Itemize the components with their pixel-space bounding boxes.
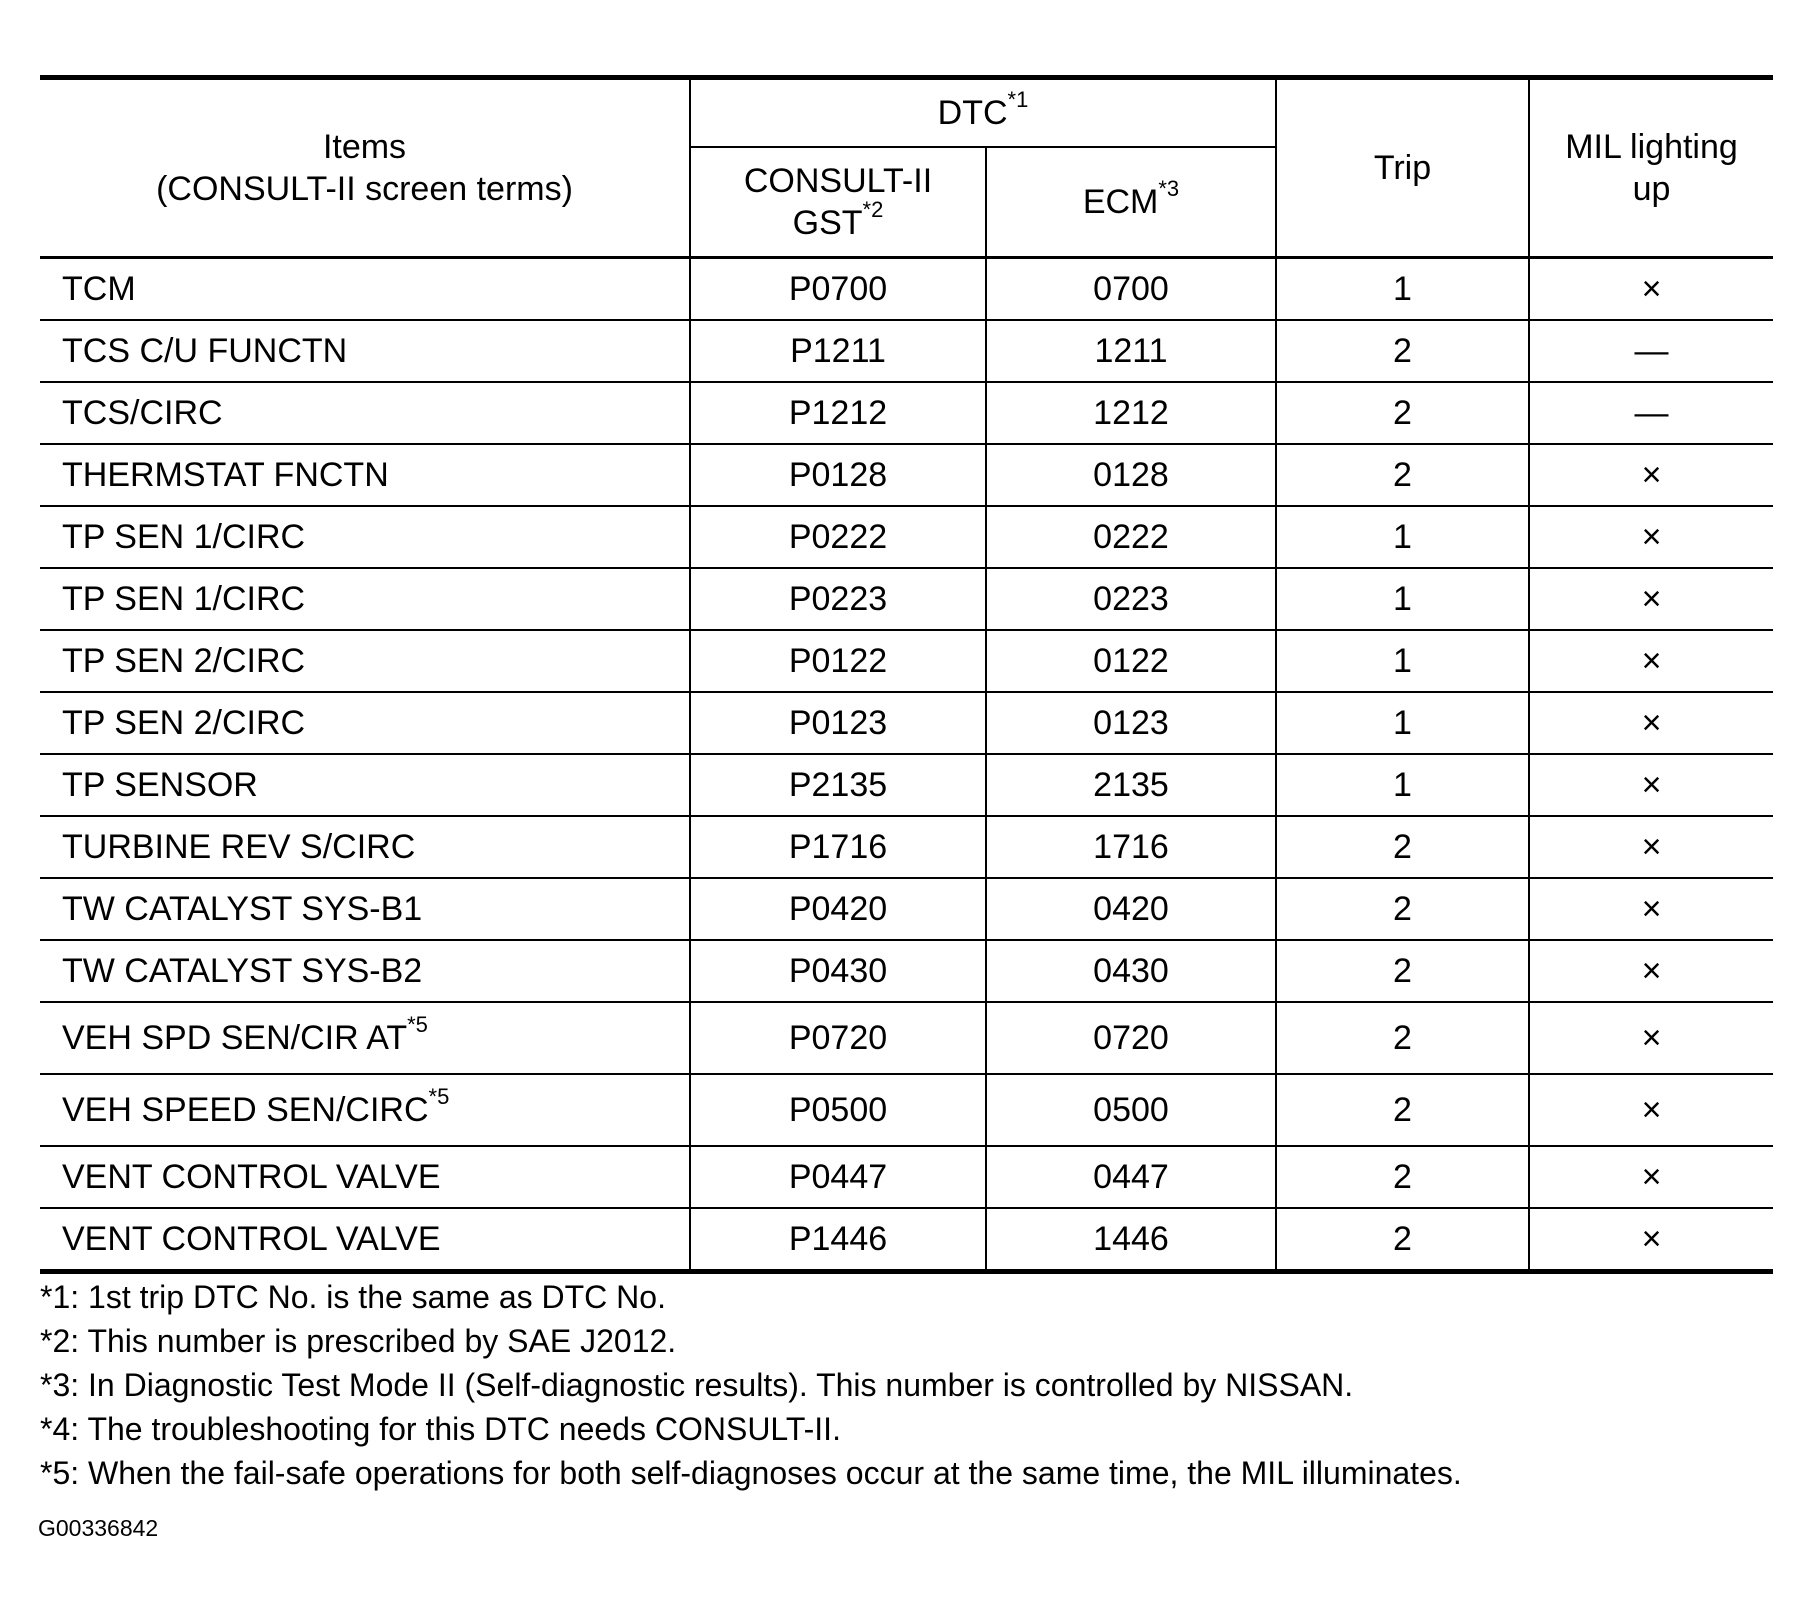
- item-text: TW CATALYST SYS-B2: [62, 951, 423, 990]
- cell-consult-code: P0123: [690, 692, 986, 754]
- cell-consult-code: P0122: [690, 630, 986, 692]
- cell-trip: 2: [1276, 444, 1529, 506]
- table-row: [40, 444, 1773, 506]
- cell-ecm-code: 0122: [986, 630, 1276, 692]
- table-row: [40, 382, 1773, 444]
- item-text: TW CATALYST SYS-B1: [62, 889, 423, 928]
- table-row: [40, 754, 1773, 816]
- header-items: [40, 78, 690, 258]
- item-text: VENT CONTROL VALVE: [62, 1219, 441, 1258]
- table-body: [40, 258, 1773, 1272]
- header-consult-mark: *2: [862, 197, 884, 223]
- header-ecm: [986, 147, 1276, 258]
- header-ecm-label: ECM: [1082, 182, 1159, 221]
- cell-mil: ×: [1529, 258, 1773, 321]
- cell-consult-code: P0500: [690, 1074, 986, 1146]
- item-text: TP SENSOR: [62, 765, 258, 804]
- footnote-4: *4: The troubleshooting for this DTC needs CONSULT-II.: [40, 1411, 841, 1447]
- cell-item: [40, 258, 690, 321]
- dtc-table: [40, 75, 1773, 1274]
- cell-mil: ×: [1529, 1002, 1773, 1074]
- table-row: [40, 630, 1773, 692]
- cell-item: [40, 1208, 690, 1272]
- header-ecm-mark: *3: [1158, 176, 1180, 202]
- item-text: TCS C/U FUNCTN: [62, 331, 348, 370]
- table-row: [40, 692, 1773, 754]
- item-text: THERMSTAT FNCTN: [62, 455, 389, 494]
- table-row: [40, 258, 1773, 321]
- item-text: TCS/CIRC: [62, 393, 223, 432]
- cell-trip: 1: [1276, 754, 1529, 816]
- cell-item: [40, 630, 690, 692]
- table-row: [40, 1002, 1773, 1074]
- item-text: TP SEN 1/CIRC: [62, 579, 306, 618]
- cell-ecm-code: 1716: [986, 816, 1276, 878]
- cell-ecm-code: 0128: [986, 444, 1276, 506]
- cell-trip: 2: [1276, 1002, 1529, 1074]
- cell-mil: ×: [1529, 1074, 1773, 1146]
- cell-ecm-code: 0700: [986, 258, 1276, 321]
- cell-consult-code: P1211: [690, 320, 986, 382]
- cell-consult-code: P2135: [690, 754, 986, 816]
- footnote-3: *3: In Diagnostic Test Mode II (Self-diagnostic results). This number is controlled by NISSAN.: [40, 1367, 1354, 1403]
- cell-trip: 2: [1276, 1074, 1529, 1146]
- cell-trip: 2: [1276, 1146, 1529, 1208]
- cell-item: [40, 1074, 690, 1146]
- cell-item: [40, 878, 690, 940]
- footnote-1: *1: 1st trip DTC No. is the same as DTC No.: [40, 1279, 666, 1315]
- cell-item: [40, 568, 690, 630]
- cell-mil: —: [1529, 320, 1773, 382]
- header-trip: [1276, 78, 1529, 258]
- cell-mil: —: [1529, 382, 1773, 444]
- cell-ecm-code: 0430: [986, 940, 1276, 1002]
- cell-trip: 2: [1276, 940, 1529, 1002]
- header-consult: [690, 147, 986, 258]
- cell-consult-code: P0720: [690, 1002, 986, 1074]
- cell-consult-code: P1446: [690, 1208, 986, 1272]
- cell-mil: ×: [1529, 568, 1773, 630]
- item-text: TP SEN 2/CIRC: [62, 703, 306, 742]
- cell-consult-code: P0223: [690, 568, 986, 630]
- cell-trip: 1: [1276, 630, 1529, 692]
- cell-item: [40, 444, 690, 506]
- cell-consult-code: P0700: [690, 258, 986, 321]
- table-row: [40, 1208, 1773, 1272]
- cell-mil: ×: [1529, 816, 1773, 878]
- cell-consult-code: P0430: [690, 940, 986, 1002]
- header-trip-label: Trip: [1373, 149, 1432, 187]
- cell-trip: 1: [1276, 506, 1529, 568]
- cell-item: [40, 506, 690, 568]
- footnote-2: *2: This number is prescribed by SAE J2012.: [40, 1323, 677, 1359]
- cell-consult-code: P1212: [690, 382, 986, 444]
- footnotes: [40, 1275, 1773, 1495]
- cell-mil: ×: [1529, 444, 1773, 506]
- table-row: [40, 568, 1773, 630]
- header-mil-line1: MIL lighting: [1565, 128, 1738, 166]
- item-text: VEH SPEED SEN/CIRC: [62, 1090, 429, 1129]
- cell-ecm-code: 0447: [986, 1146, 1276, 1208]
- cell-mil: ×: [1529, 630, 1773, 692]
- item-footnote-mark: *5: [407, 1012, 428, 1038]
- cell-ecm-code: 0720: [986, 1002, 1276, 1074]
- header-consult-line2: GST: [792, 203, 863, 242]
- cell-consult-code: P1716: [690, 816, 986, 878]
- cell-mil: ×: [1641, 1219, 1662, 1258]
- cell-trip: 2: [1276, 816, 1529, 878]
- cell-ecm-code: 1212: [986, 382, 1276, 444]
- cell-ecm-code: 0123: [986, 692, 1276, 754]
- cell-trip: 2: [1276, 320, 1529, 382]
- header-consult-line1: CONSULT-II: [743, 161, 933, 200]
- dtc-table-document: [40, 75, 1773, 1274]
- item-text: TP SEN 1/CIRC: [62, 517, 306, 556]
- cell-item: [40, 940, 690, 1002]
- cell-item: [40, 754, 690, 816]
- item-text: TURBINE REV S/CIRC: [62, 827, 416, 866]
- cell-trip: 1: [1276, 568, 1529, 630]
- item-text: VENT CONTROL VALVE: [62, 1157, 441, 1196]
- cell-mil: ×: [1529, 692, 1773, 754]
- header-dtc-label: DTC: [937, 93, 1008, 132]
- cell-mil: ×: [1529, 940, 1773, 1002]
- table-header: [40, 78, 1773, 258]
- header-items-line2: (CONSULT-II screen terms): [156, 170, 573, 208]
- cell-item: [40, 816, 690, 878]
- header-mil: [1529, 78, 1773, 258]
- cell-consult-code: P0222: [690, 506, 986, 568]
- cell-mil: ×: [1529, 878, 1773, 940]
- table-row: [40, 320, 1773, 382]
- cell-consult-code: P0447: [690, 1146, 986, 1208]
- cell-mil: ×: [1529, 506, 1773, 568]
- table-row: [40, 1074, 1773, 1146]
- cell-consult-code: P0128: [690, 444, 986, 506]
- header-mil-line2: up: [1632, 170, 1671, 208]
- table-row: [40, 816, 1773, 878]
- cell-trip: 1: [1276, 258, 1529, 321]
- cell-mil: ×: [1529, 754, 1773, 816]
- cell-item: [40, 692, 690, 754]
- cell-consult-code: P0420: [690, 878, 986, 940]
- item-footnote-mark: *5: [428, 1084, 450, 1110]
- cell-ecm-code: 0500: [986, 1074, 1276, 1146]
- header-items-line1: Items: [322, 128, 407, 166]
- cell-trip: 2: [1276, 878, 1529, 940]
- cell-item: [40, 382, 690, 444]
- item-text: TCM: [62, 269, 136, 308]
- cell-ecm-code: 0222: [986, 506, 1276, 568]
- header-dtc-mark: *1: [1007, 87, 1029, 113]
- cell-item: [40, 1146, 690, 1208]
- cell-trip: 2: [1276, 382, 1529, 444]
- cell-ecm-code: 0223: [986, 568, 1276, 630]
- item-text: TP SEN 2/CIRC: [62, 641, 306, 680]
- cell-ecm-code: 1446: [986, 1208, 1276, 1272]
- cell-trip: 1: [1276, 692, 1529, 754]
- header-dtc: [690, 78, 1276, 147]
- cell-mil: ×: [1529, 1146, 1773, 1208]
- table-row: [40, 506, 1773, 568]
- cell-ecm-code: 0420: [986, 878, 1276, 940]
- cell-ecm-code: 1211: [986, 320, 1276, 382]
- cell-item: [40, 1002, 690, 1074]
- table-row: [40, 878, 1773, 940]
- item-text: VEH SPD SEN/CIR AT: [62, 1018, 408, 1057]
- cell-ecm-code: 2135: [986, 754, 1276, 816]
- cell-item: [40, 320, 690, 382]
- figure-id: G00336842: [38, 1515, 159, 1541]
- table-row: [40, 940, 1773, 1002]
- table-row: [40, 1146, 1773, 1208]
- cell-trip: 2: [1276, 1208, 1529, 1272]
- footnote-5: *5: When the fail-safe operations for both self-diagnoses occur at the same time, the MIL illuminates.: [40, 1455, 1462, 1491]
